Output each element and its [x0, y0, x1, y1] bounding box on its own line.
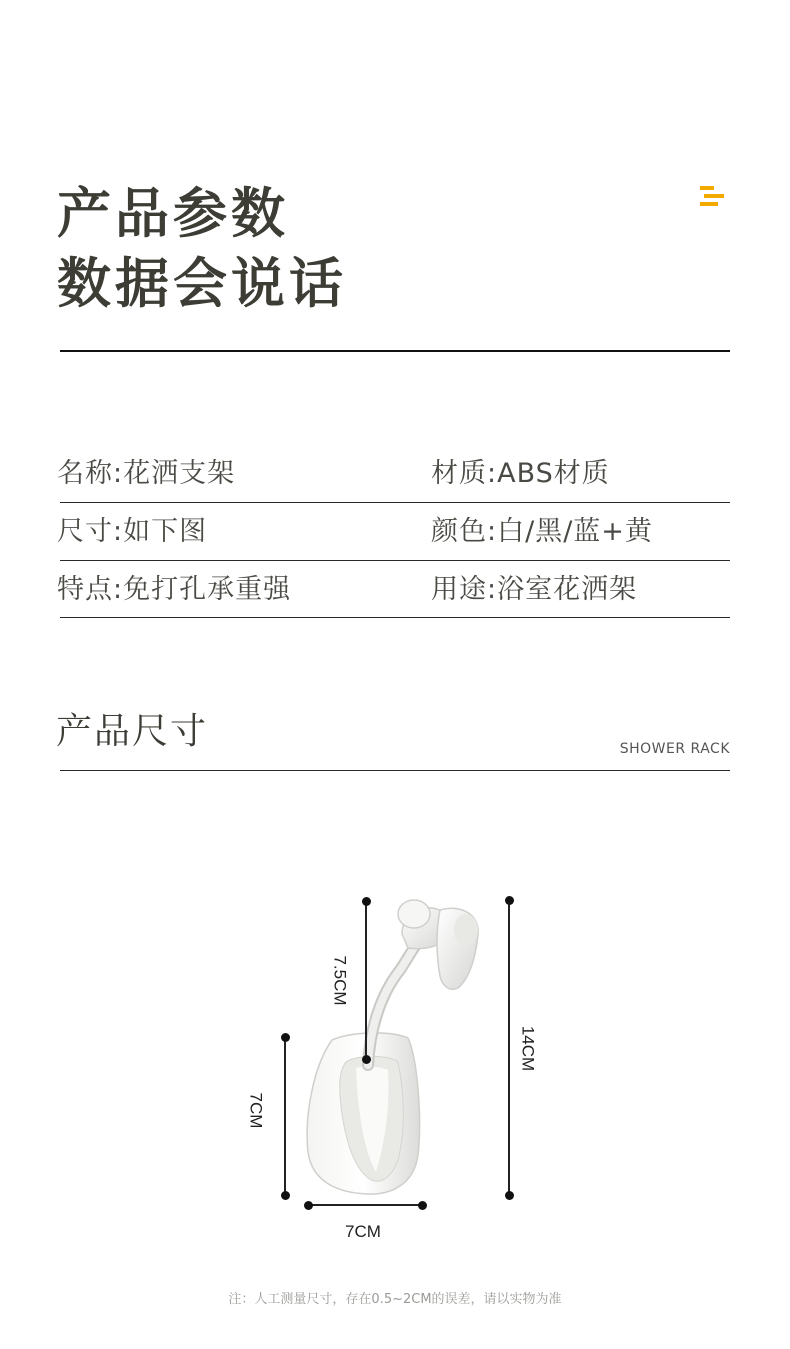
dim-dot: [505, 896, 514, 905]
param-material: 材质:ABS材质: [431, 458, 610, 489]
shower-holder-image: [290, 890, 520, 1210]
dim-dot: [362, 1055, 371, 1064]
param-row-divider: [60, 560, 730, 561]
page-title-line1: 产品参数: [57, 182, 289, 245]
size-section-divider: [60, 770, 730, 771]
dim-line-base-width: [308, 1204, 422, 1206]
size-section-title: 产品尺寸: [56, 711, 209, 752]
param-size: 尺寸:如下图: [57, 516, 208, 547]
dim-line-total-height: [508, 900, 510, 1195]
header-divider: [60, 350, 730, 352]
dim-dot: [505, 1191, 514, 1200]
param-usage: 用途:浴室花洒架: [431, 574, 638, 605]
dim-label-base-width: 7CM: [345, 1222, 381, 1241]
param-row-divider: [60, 502, 730, 503]
dim-dot: [281, 1033, 290, 1042]
page-title-line2: 数据会说话: [57, 252, 347, 315]
dim-label-total-height: 14CM: [518, 1025, 538, 1072]
param-feature: 特点:免打孔承重强: [57, 574, 292, 605]
dim-dot: [281, 1191, 290, 1200]
measurement-note: 注：人工测量尺寸，存在0.5~2CM的误差，请以实物为准: [228, 1292, 562, 1307]
dim-line-base-height: [284, 1037, 286, 1195]
param-row-divider: [60, 617, 730, 618]
dim-dot: [362, 897, 371, 906]
menu-lines-icon[interactable]: [700, 186, 724, 208]
dim-label-top-height: 7.5CM: [330, 955, 350, 1006]
param-name: 名称:花洒支架: [57, 458, 236, 489]
dim-dot: [418, 1201, 427, 1210]
size-section-subtitle: SHOWER RACK: [619, 741, 730, 757]
param-color: 颜色:白/黑/蓝+黄: [431, 516, 653, 547]
dim-dot: [304, 1201, 313, 1210]
dim-line-top-height: [365, 901, 367, 1059]
dim-label-base-height: 7CM: [246, 1092, 266, 1129]
